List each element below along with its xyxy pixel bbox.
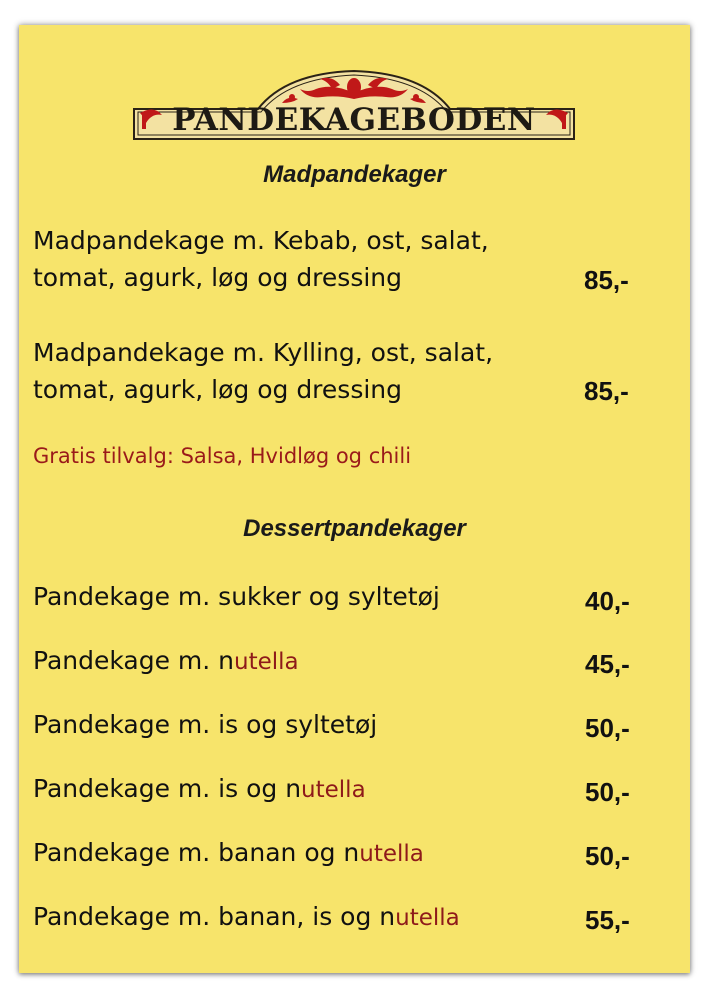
menu-card xyxy=(19,25,690,973)
logo-text: PANDEKAGEBODEN xyxy=(172,102,536,138)
main-item-1-line1: Madpandekage m. Kebab, ost, salat, xyxy=(33,226,489,255)
main-item-2-line1: Madpandekage m. Kylling, ost, salat, xyxy=(33,338,494,367)
dessert-item-3: Pandekage m. is og syltetøj xyxy=(33,710,378,739)
logo xyxy=(132,53,576,141)
dessert-item-2: Pandekage m. nutella xyxy=(33,646,299,675)
dessert-item-5-price: 50,- xyxy=(585,841,630,871)
accent-text: utella xyxy=(301,777,366,803)
dessert-item-1: Pandekage m. sukker og syltetøj xyxy=(33,582,440,611)
dessert-item-4-price: 50,- xyxy=(585,777,630,807)
section-heading-main: Madpandekager xyxy=(263,161,446,188)
dessert-item-3-price: 50,- xyxy=(585,713,630,743)
dessert-item-6-price: 55,- xyxy=(585,905,630,935)
accent-text: utella xyxy=(395,905,460,931)
main-item-2-price: 85,- xyxy=(584,376,629,406)
section-heading-dessert: Dessertpandekager xyxy=(243,515,466,542)
accent-text: utella xyxy=(359,841,424,867)
free-toppings-note: Gratis tilvalg: Salsa, Hvidløg og chili xyxy=(33,444,412,468)
dessert-item-2-price: 45,- xyxy=(585,649,630,679)
dessert-item-1-price: 40,- xyxy=(585,586,630,616)
main-item-2-line2: tomat, agurk, løg og dressing xyxy=(33,375,403,404)
main-item-1-price: 85,- xyxy=(584,265,629,295)
dessert-item-6: Pandekage m. banan, is og nutella xyxy=(33,902,460,931)
main-item-1-line2: tomat, agurk, løg og dressing xyxy=(33,263,403,292)
accent-text: utella xyxy=(234,649,299,675)
dessert-item-5: Pandekage m. banan og nutella xyxy=(33,838,424,867)
dessert-item-4: Pandekage m. is og nutella xyxy=(33,774,366,803)
